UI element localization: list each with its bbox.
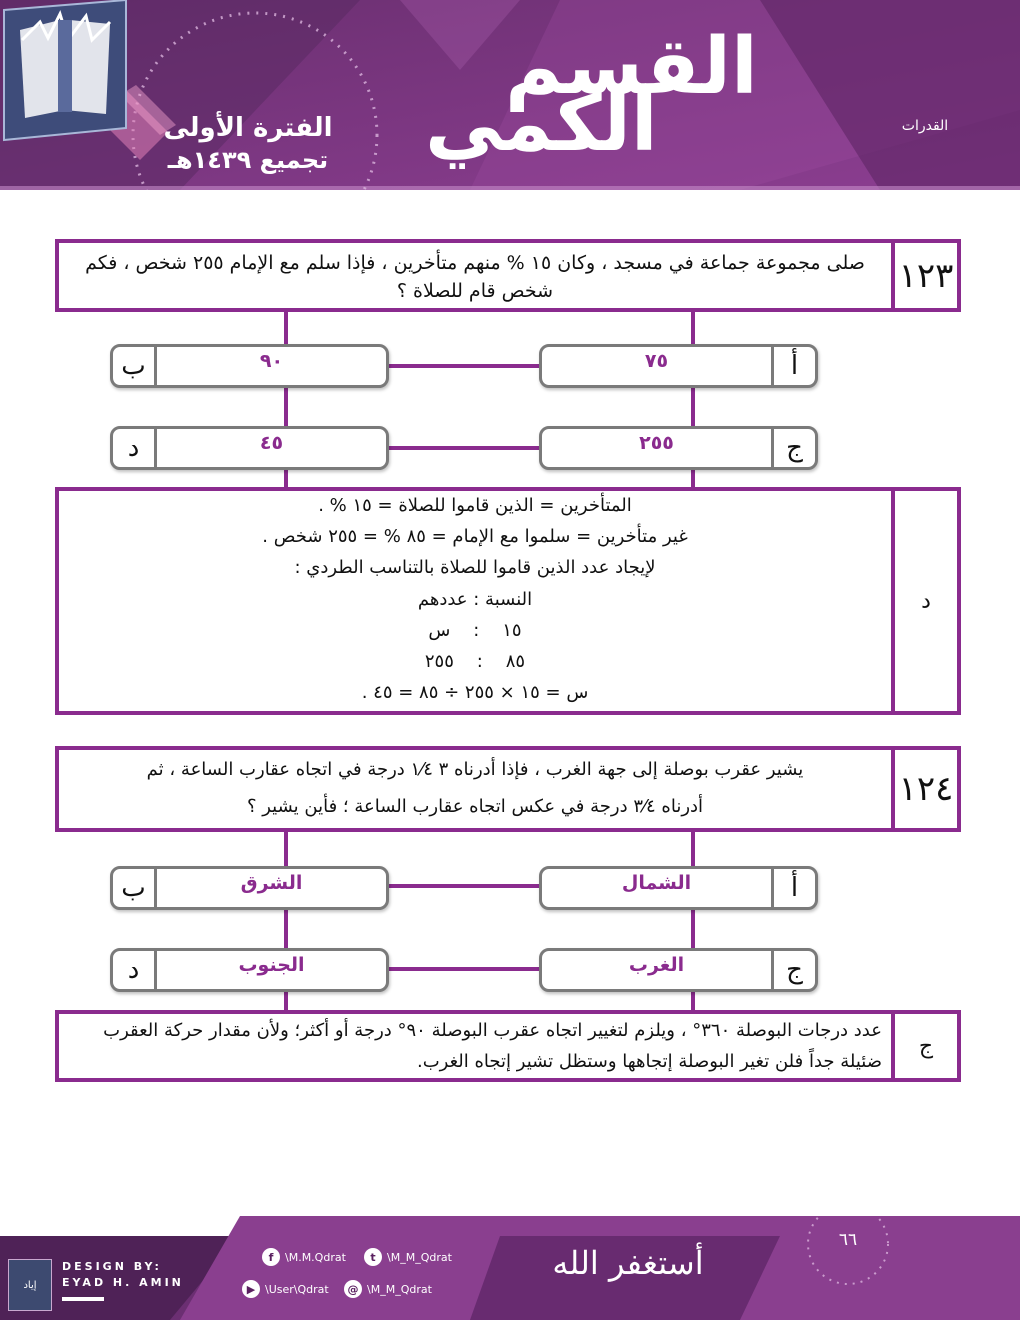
q123-answer-letter: د xyxy=(891,487,961,715)
q123-option-b[interactable] xyxy=(110,344,389,388)
connector xyxy=(284,388,288,428)
youtube-handle: \User\Qdrat xyxy=(265,1282,329,1296)
period-label: الفترة الأولى xyxy=(163,113,333,143)
compilation-label: تجميع ١٤٣٩هـ xyxy=(167,146,329,174)
connector xyxy=(284,832,288,868)
section-title-line2: الكمي xyxy=(425,79,658,169)
option-value: الجنوب xyxy=(238,954,305,976)
section-title-line1: القسم xyxy=(505,22,758,112)
q123-solution-line: لإيجاد عدد الذين قاموا للصلاة بالتناسب الطردي : xyxy=(294,557,656,578)
connector xyxy=(284,910,288,950)
page-number: ٦٦ xyxy=(838,1230,858,1250)
design-credit xyxy=(62,1259,184,1291)
q123-solution-line: النسبة : عددهم xyxy=(417,589,533,610)
question-123-number: ١٢٣ xyxy=(891,239,961,312)
option-value: ٢٥٥ xyxy=(639,432,674,454)
twitter-icon: t xyxy=(364,1248,382,1266)
q123-solution-line: س = ١٥ × ٢٥٥ ÷ ٨٥ = ٤٥ . xyxy=(361,682,589,703)
connector xyxy=(388,364,540,368)
option-value: ٩٠ xyxy=(259,350,284,372)
option-letter: أ xyxy=(771,869,815,907)
q124-option-a[interactable] xyxy=(539,866,818,910)
connector xyxy=(388,446,540,450)
q123-solution-line: المتأخرين = الذين قاموا للصلاة = ١٥ % . xyxy=(318,495,632,516)
designer-name: EYAD H. AMIN xyxy=(62,1276,184,1289)
q123-option-c[interactable] xyxy=(539,426,818,470)
divider xyxy=(62,1297,104,1301)
q123-solution-line: غير متأخرين = سلموا مع الإمام = ٨٥ % = ٢٥٥ شخص . xyxy=(262,526,688,547)
option-value: الشرق xyxy=(240,872,303,894)
connector xyxy=(284,992,288,1012)
calligraphy: أستغفر الله xyxy=(552,1244,704,1282)
question-123-text: صلى مجموعة جماعة في مسجد ، وكان ١٥ % منهم متأخرين ، فإذا سلم مع الإمام ٢٥٥ شخص ، فكم شخص قام للصلاة ؟ xyxy=(85,252,865,302)
question-124-text-line1: يشير عقرب بوصلة إلى جهة الغرب ، فإذا أدرناه ٣ ١⁄٤ درجة في اتجاه عقارب الساعة ، ثم xyxy=(146,759,804,780)
connector xyxy=(691,832,695,868)
q123-solution-line: ٨٥ : ٢٥٥ xyxy=(424,651,526,672)
q124-solution-text: عدد درجات البوصلة ٣٦٠° ، ويلزم لتغيير اتجاه عقرب البوصلة ٩٠° درجة أو أكثر؛ ولأن مقدار حركة العقرب ضئيلة جداً فلن تغير البوصلة إتجاهها وستظل تشير إتجاه الغرب. xyxy=(103,1020,882,1072)
connector xyxy=(691,312,695,347)
question-124-number: ١٢٤ xyxy=(891,746,961,832)
page-header xyxy=(0,0,1020,190)
youtube-icon: ▶ xyxy=(242,1280,260,1298)
at-icon: @ xyxy=(344,1280,362,1298)
q124-option-b[interactable] xyxy=(110,866,389,910)
twitter-link[interactable] xyxy=(364,1248,452,1266)
connector xyxy=(691,910,695,950)
option-letter: ج xyxy=(771,951,815,989)
connector xyxy=(691,388,695,428)
web-handle: \M_M_Qdrat xyxy=(367,1282,432,1296)
option-letter: ب xyxy=(113,347,157,385)
facebook-link[interactable] xyxy=(262,1248,346,1266)
connector xyxy=(284,312,288,347)
book-logo-icon xyxy=(0,0,130,150)
youtube-link[interactable] xyxy=(242,1280,329,1298)
q124-answer-letter: ج xyxy=(891,1010,961,1082)
option-value: ٤٥ xyxy=(259,432,284,454)
logo-text: القدرات xyxy=(901,118,949,134)
option-letter: ج xyxy=(771,429,815,467)
option-letter: د xyxy=(113,951,157,989)
q123-option-a[interactable] xyxy=(539,344,818,388)
connector xyxy=(388,884,540,888)
facebook-icon: f xyxy=(262,1248,280,1266)
option-letter: أ xyxy=(771,347,815,385)
q124-option-c[interactable] xyxy=(539,948,818,992)
q123-option-d[interactable] xyxy=(110,426,389,470)
option-value: الغرب xyxy=(628,954,685,976)
option-letter: ب xyxy=(113,869,157,907)
designer-signature: إياد xyxy=(8,1259,52,1311)
web-link[interactable] xyxy=(344,1280,432,1298)
design-by-label: DESIGN BY: xyxy=(62,1260,162,1273)
connector xyxy=(691,992,695,1012)
q123-solution-line: ١٥ : س xyxy=(428,620,522,641)
twitter-handle: \M_M_Qdrat xyxy=(387,1250,452,1264)
q124-option-d[interactable] xyxy=(110,948,389,992)
option-letter: د xyxy=(113,429,157,467)
option-value: ٧٥ xyxy=(644,350,669,372)
facebook-handle: \M.M.Qdrat xyxy=(285,1250,346,1264)
question-124-text-line2: أدرناه ٣⁄٤ درجة في عكس اتجاه عقارب الساعة ؛ فأين يشير ؟ xyxy=(246,796,704,817)
connector xyxy=(388,967,540,971)
option-value: الشمال xyxy=(621,872,692,894)
